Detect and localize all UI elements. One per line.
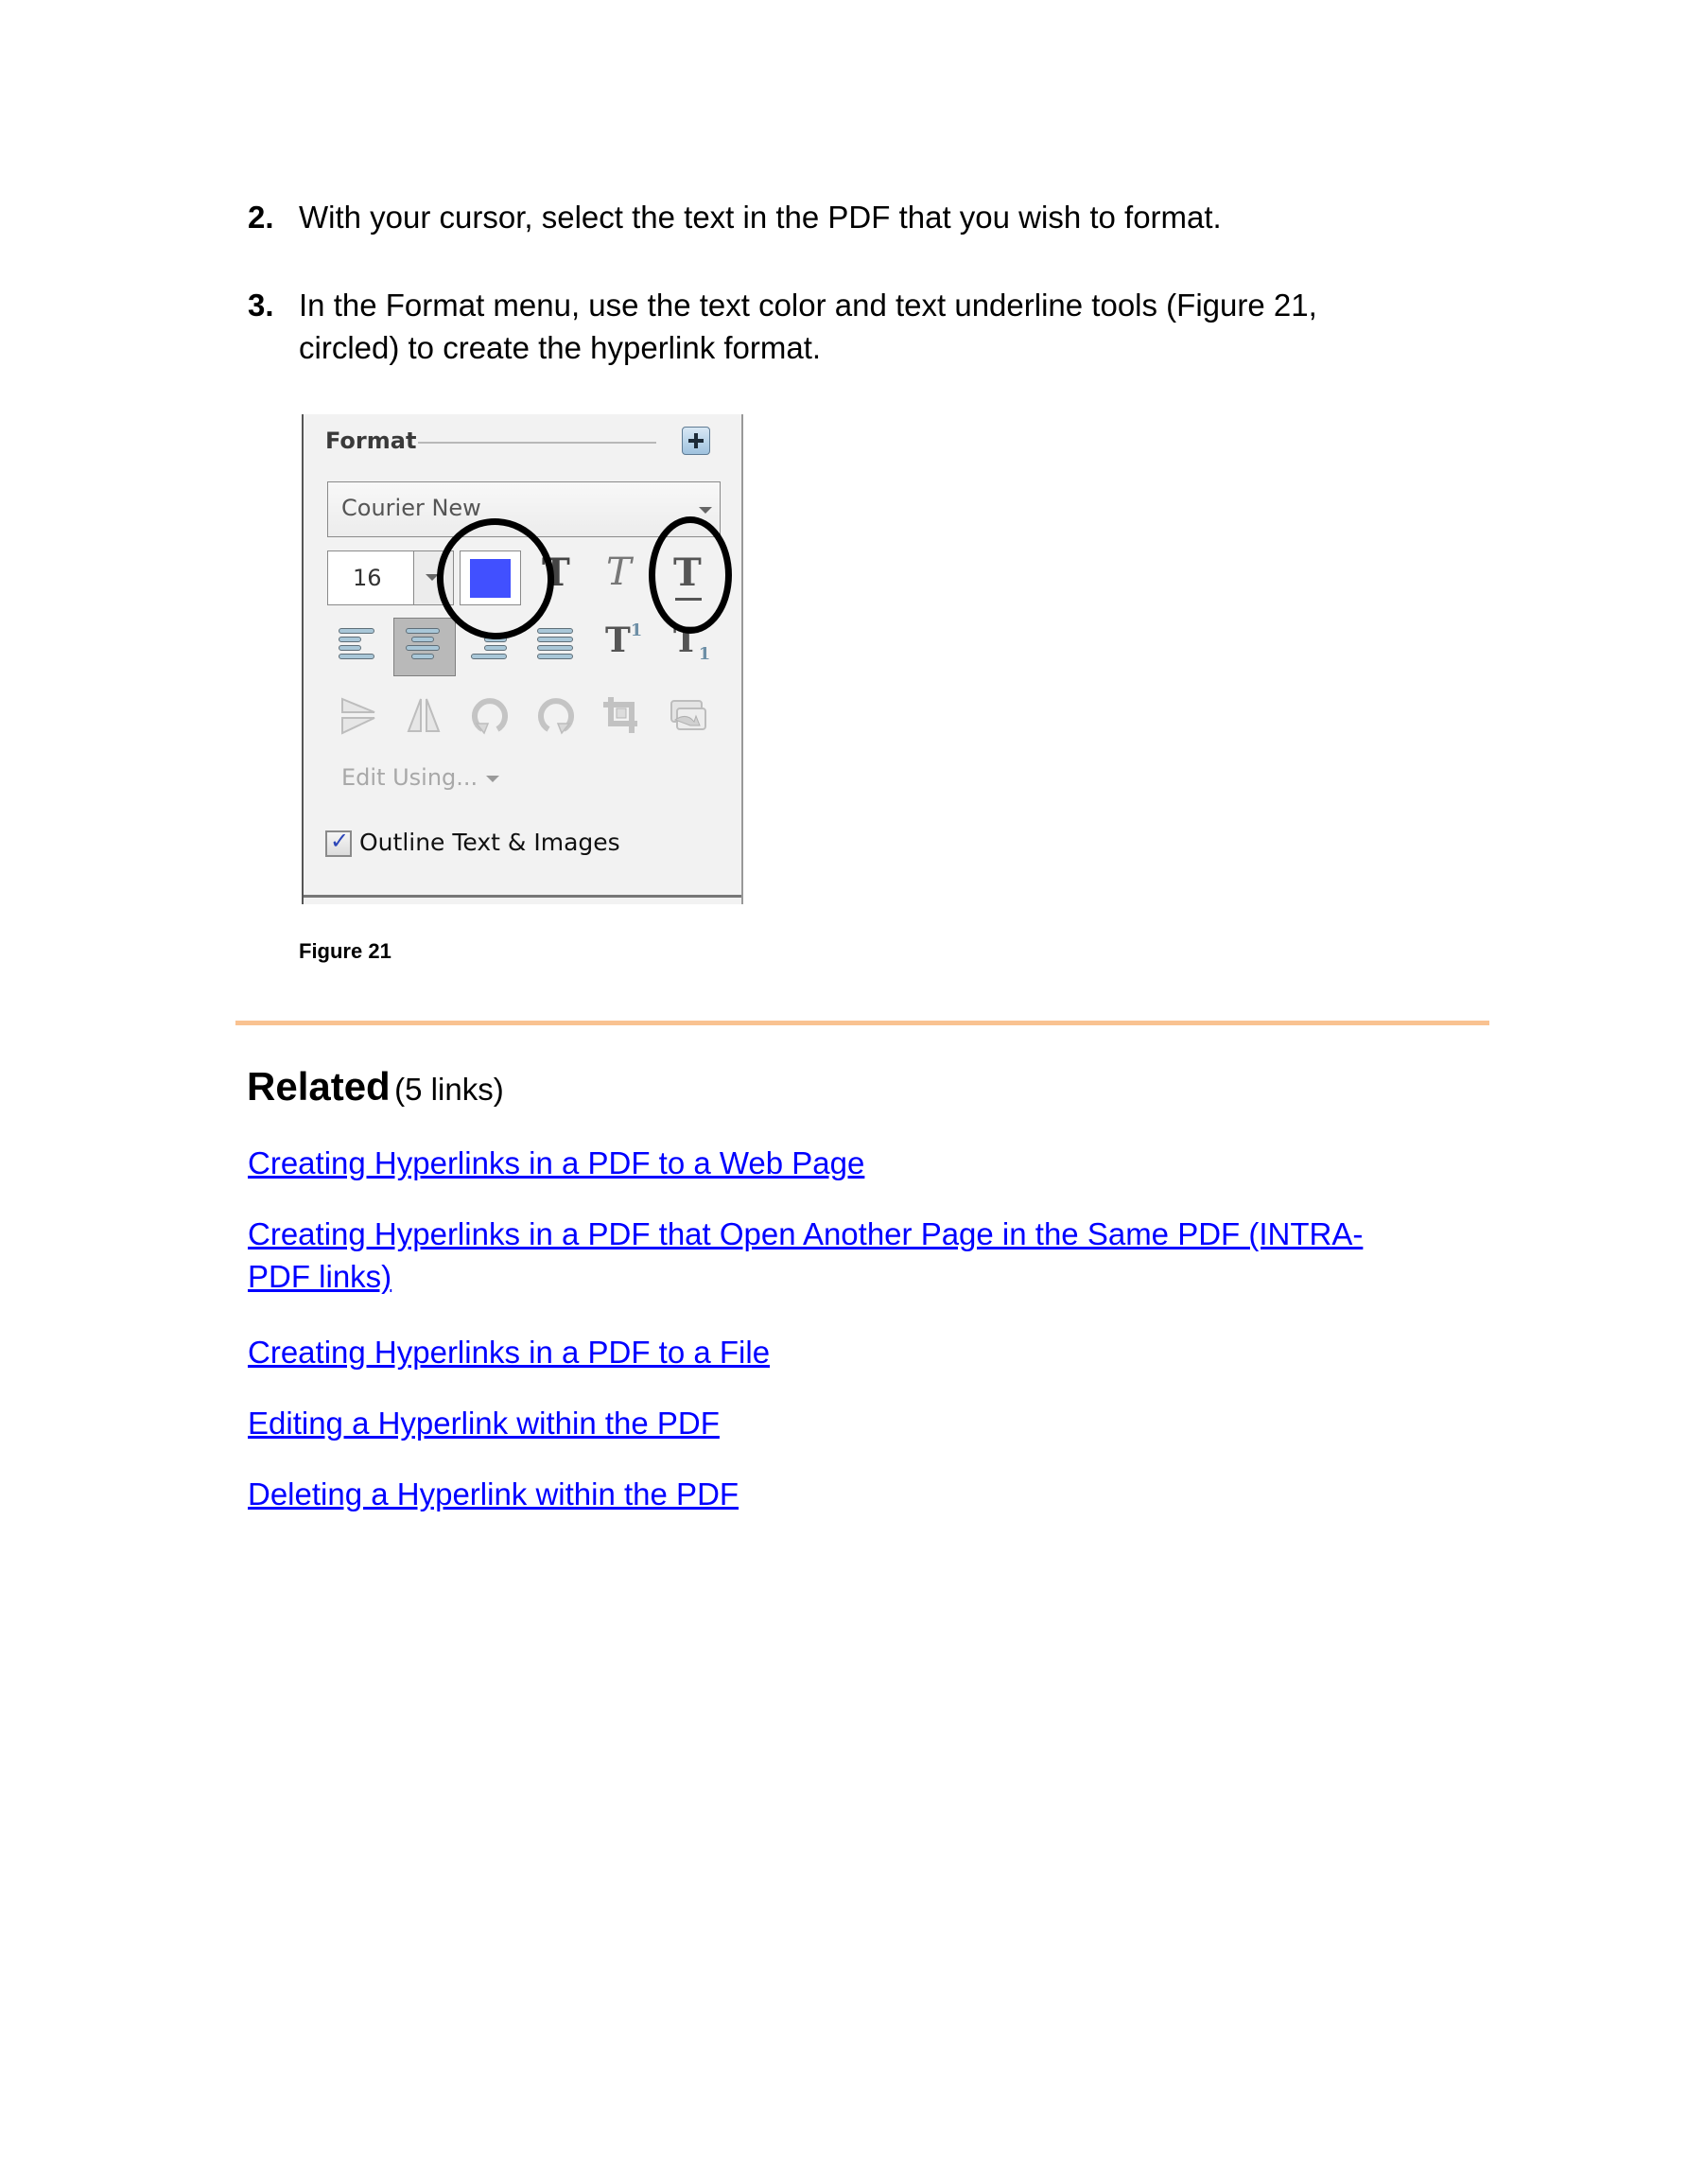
- rotate-ccw-icon[interactable]: [469, 695, 511, 737]
- flip-horizontal-icon[interactable]: [339, 695, 380, 737]
- justify-icon[interactable]: [537, 628, 575, 666]
- chevron-down-icon: [486, 776, 499, 782]
- rotate-cw-icon[interactable]: [535, 695, 577, 737]
- related-link-intra-pdf[interactable]: Creating Hyperlinks in a PDF that Open Another Page in the Same PDF (INTRA-: [248, 1216, 1364, 1251]
- font-name-value: Courier New: [341, 495, 481, 521]
- related-link-editing[interactable]: Editing a Hyperlink within the PDF: [248, 1406, 720, 1441]
- underline-glyph: T: [673, 550, 702, 595]
- chevron-down-icon: [699, 507, 712, 514]
- subscript-mark: 1: [698, 644, 711, 665]
- step-number-2: 2.: [248, 200, 274, 235]
- align-center-icon[interactable]: [405, 628, 443, 666]
- related-count: (5 links): [394, 1072, 504, 1107]
- outline-text-images-checkbox[interactable]: [325, 830, 352, 857]
- expand-plus-button[interactable]: [682, 427, 710, 455]
- flip-vertical-icon[interactable]: [403, 695, 444, 737]
- related-link-file[interactable]: Creating Hyperlinks in a PDF to a File: [248, 1335, 771, 1370]
- superscript-icon[interactable]: [605, 620, 642, 660]
- format-panel-title: Format: [325, 428, 417, 454]
- step-3-text-line-1: In the Format menu, use the text color and text underline tools (Figure 21,: [299, 288, 1317, 323]
- related-link-web-page[interactable]: Creating Hyperlinks in a PDF to a Web Page: [248, 1145, 865, 1180]
- font-size-dropdown[interactable]: [327, 550, 454, 605]
- font-size-value: 16: [353, 565, 382, 591]
- panel-bottom-border: [304, 895, 741, 898]
- related-heading: [247, 1064, 504, 1109]
- related-link-intra-pdf-cont[interactable]: PDF links): [248, 1259, 392, 1294]
- related-link-deleting[interactable]: Deleting a Hyperlink within the PDF: [248, 1476, 739, 1511]
- align-left-icon[interactable]: [339, 628, 376, 666]
- replace-image-icon[interactable]: [668, 695, 709, 737]
- step-2-text: With your cursor, select the text in the PDF that you wish to format.: [299, 200, 1222, 235]
- italic-icon[interactable]: T: [606, 550, 632, 594]
- superscript-glyph: T: [605, 620, 631, 660]
- title-divider: [418, 442, 656, 444]
- font-size-field[interactable]: [328, 551, 414, 604]
- figure-caption: Figure 21: [299, 939, 391, 963]
- edit-using-dropdown[interactable]: Edit Using...: [341, 764, 478, 791]
- section-divider: [235, 1021, 1489, 1025]
- step-number-3: 3.: [248, 288, 274, 323]
- superscript-mark: 1: [630, 620, 643, 640]
- outline-text-images-label: Outline Text & Images: [359, 829, 620, 856]
- subscript-glyph: T: [673, 620, 699, 660]
- annotation-circle-underline: [649, 516, 732, 634]
- step-3-text-line-2: circled) to create the hyperlink format.: [299, 330, 822, 365]
- checkmark-icon: ✓: [330, 828, 350, 854]
- crop-icon[interactable]: [601, 693, 643, 735]
- related-title: Related: [247, 1064, 391, 1109]
- bold-icon[interactable]: T: [542, 550, 570, 595]
